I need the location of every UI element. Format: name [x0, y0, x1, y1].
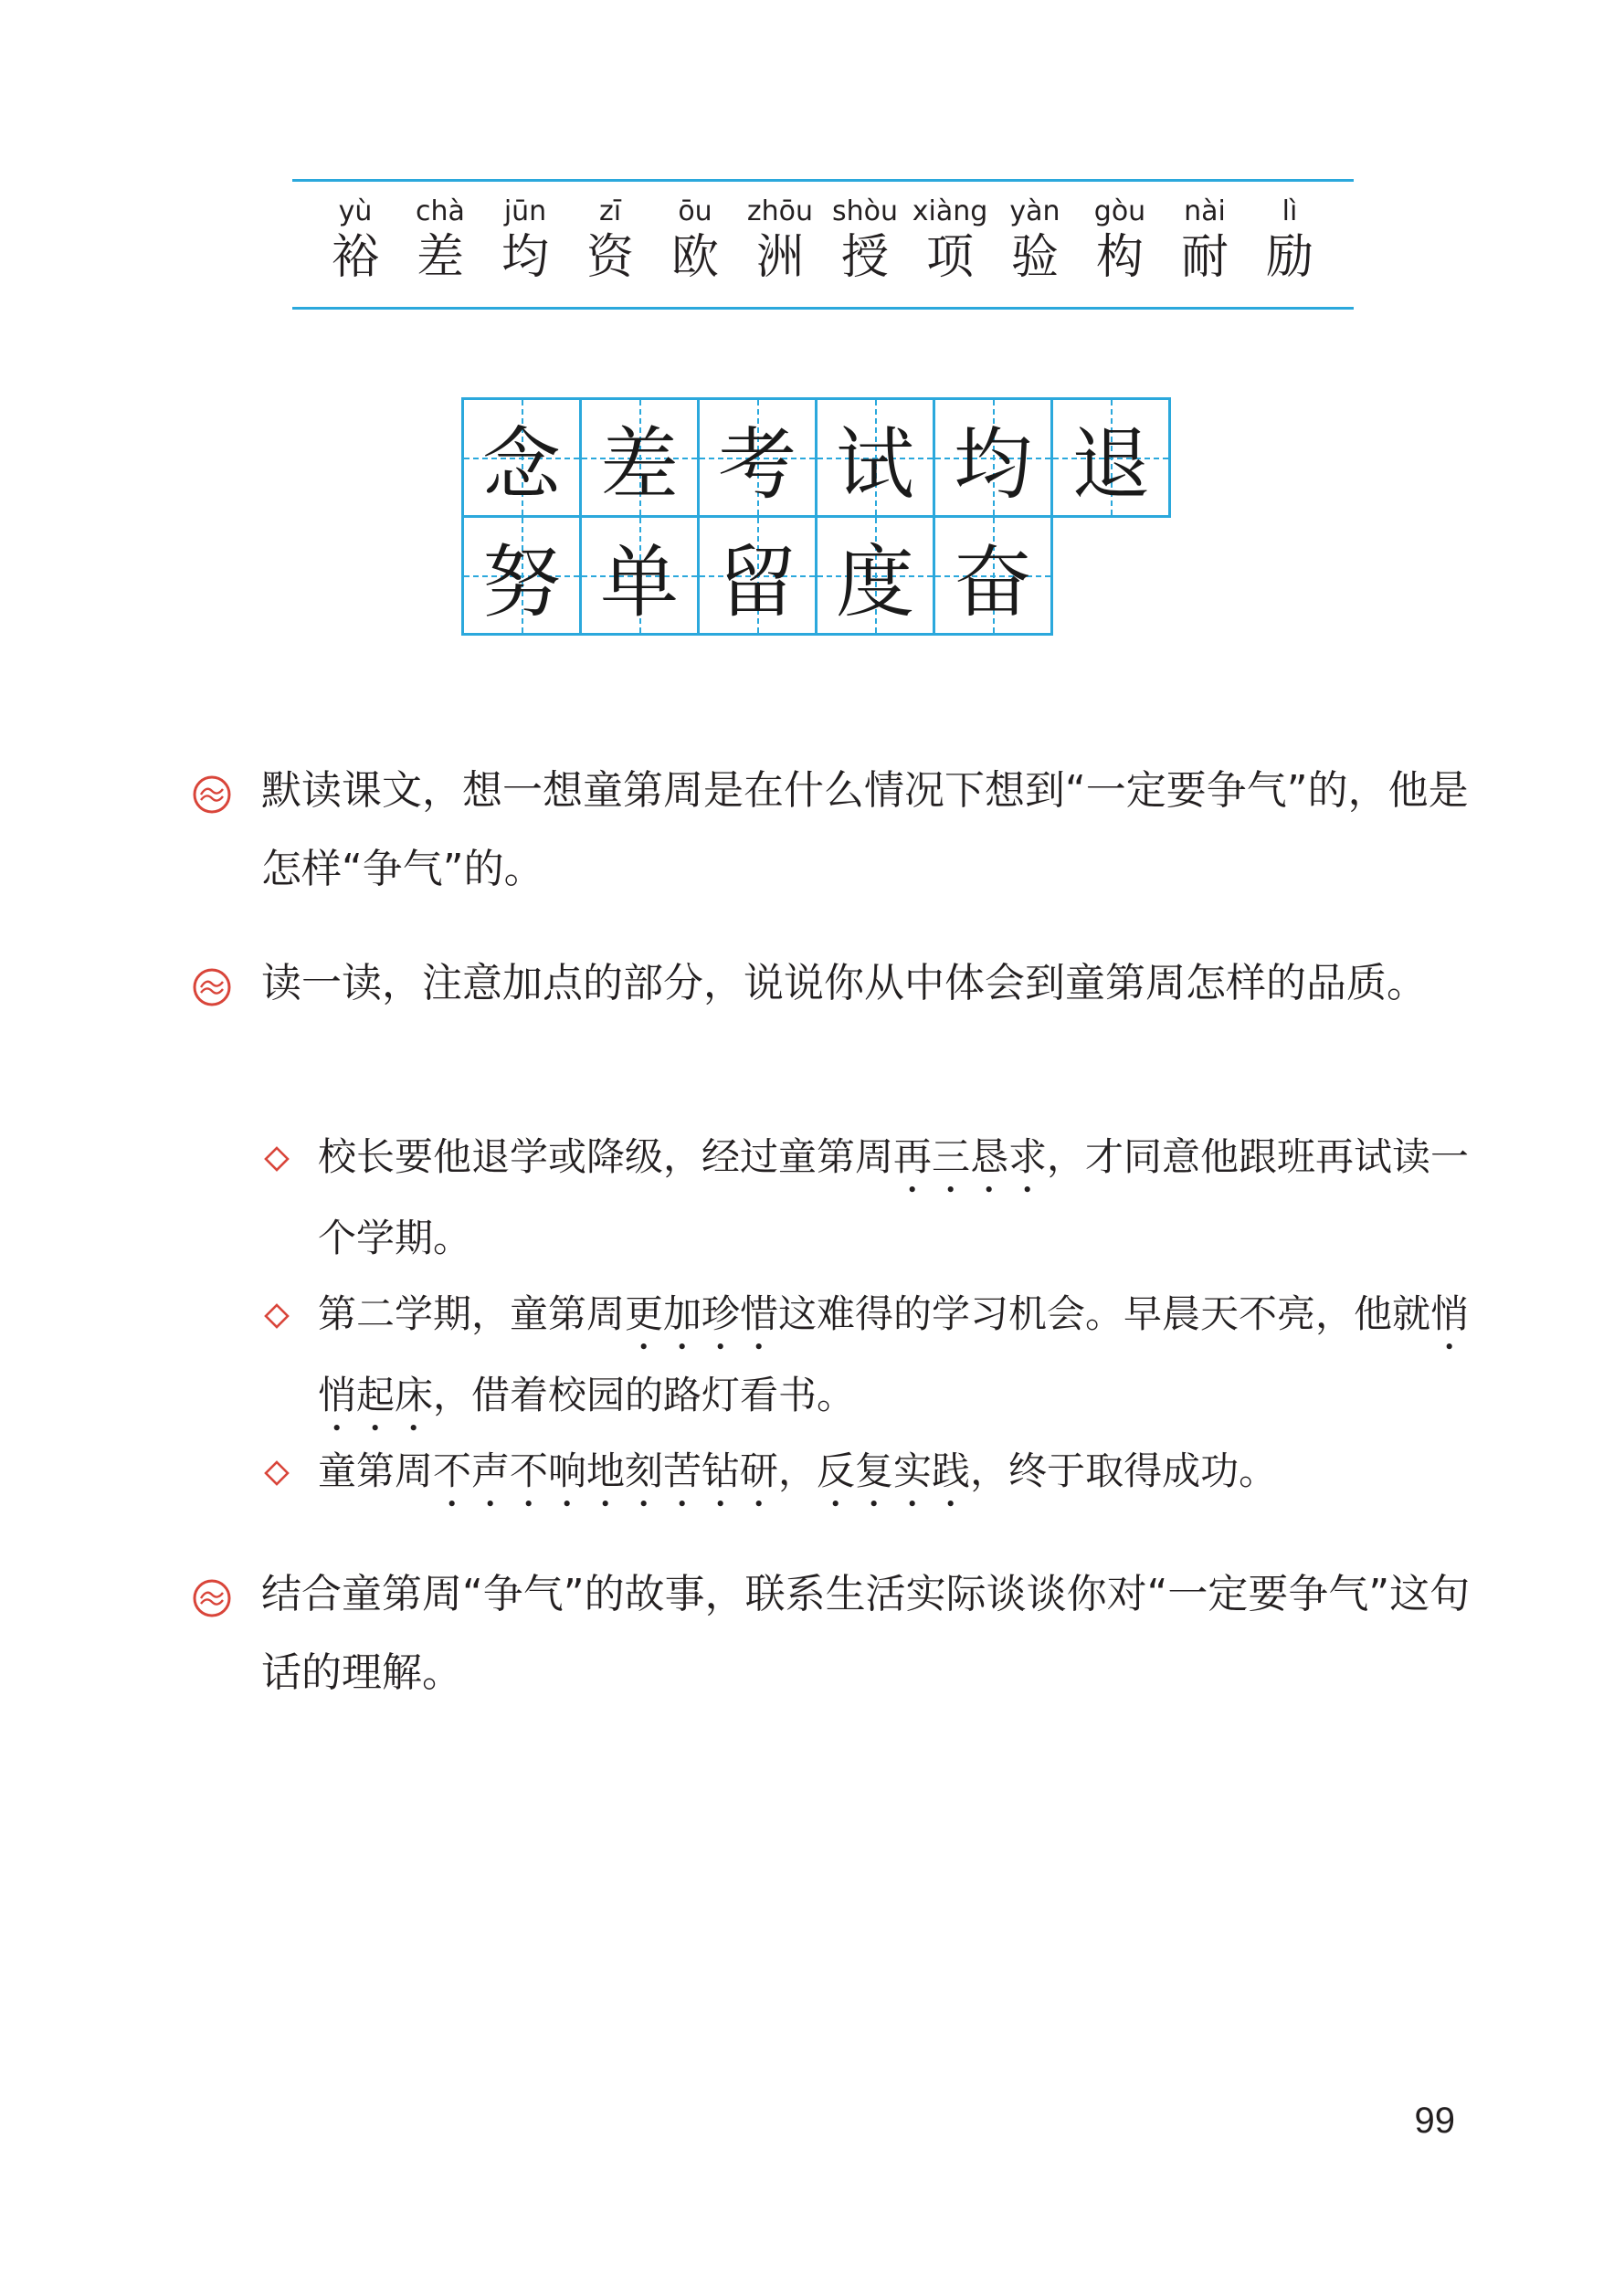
hanzi-character: 项 [925, 230, 974, 285]
diamond-bullet-icon [263, 1302, 290, 1330]
bullet-3-text [263, 1434, 1478, 1515]
writing-cell [461, 515, 582, 636]
pinyin-label: shòu [831, 195, 898, 227]
bullet-item-1 [263, 1120, 1478, 1276]
writing-cell [579, 397, 700, 518]
writing-cell [815, 397, 935, 518]
writing-character: 努 [482, 537, 561, 628]
hanzi-character: 授 [840, 230, 889, 285]
hanzi-character: 洲 [755, 230, 804, 285]
hanzi-character: 资 [585, 230, 634, 285]
writing-character: 奋 [954, 537, 1032, 628]
pinyin-label: zhōu [746, 195, 814, 227]
writing-cell [933, 397, 1053, 518]
pinyin-label: zī [598, 195, 622, 227]
pinyin-label: jūn [503, 195, 547, 227]
bullet-2-text [263, 1277, 1478, 1439]
hanzi-character: 耐 [1180, 230, 1229, 285]
emphasized-phrase: 不声不响地刻苦钻研 [433, 1448, 779, 1493]
bullet-text-segment: ，借着校园的路灯看书。 [433, 1373, 856, 1417]
bullet-text-segment: ， [778, 1448, 818, 1493]
writing-cell [933, 515, 1053, 636]
band-top-rule [292, 179, 1354, 182]
page-number: 99 [1414, 2101, 1455, 2141]
bullet-text-segment: 第二学期，童第周 [318, 1291, 626, 1336]
writing-character: 度 [836, 537, 914, 628]
question-1 [192, 752, 1471, 909]
writing-cell [461, 397, 582, 518]
bullet-text-segment: ，终于取得成功。 [970, 1448, 1278, 1493]
question-3-text: 结合童第周“争气”的故事，联系生活实际谈谈你对“一定要争气”这句话的理解。 [261, 1571, 1471, 1696]
bullet-text-segment: 这难得的学习机会。早晨天不亮，他就 [778, 1291, 1431, 1336]
diamond-bullet-icon [263, 1145, 290, 1173]
writing-cell [1050, 397, 1171, 518]
hanzi-character: 励 [1265, 230, 1313, 285]
hanzi-character: 构 [1095, 230, 1144, 285]
pinyin-label: gòu [1093, 195, 1146, 227]
pinyin-label: lì [1282, 195, 1298, 227]
pinyin-label: yù [338, 195, 373, 227]
writing-character: 单 [600, 537, 679, 628]
swirl-bullet-icon [192, 774, 232, 815]
question-3 [192, 1555, 1471, 1712]
pinyin-label: xiàng [912, 195, 988, 227]
bullet-text-segment: 校长要他退学或降级，经过童第周 [318, 1134, 894, 1179]
writing-character: 念 [482, 419, 561, 511]
emphasized-phrase: 更加珍惜 [625, 1291, 779, 1336]
writing-character: 差 [600, 419, 679, 511]
writing-cell [579, 515, 700, 636]
reading-characters-band [292, 179, 1354, 310]
pinyin-label: yàn [1009, 195, 1060, 227]
bullet-1-text [263, 1120, 1478, 1276]
diamond-bullet-icon [263, 1459, 290, 1487]
writing-character: 留 [718, 537, 796, 628]
hanzi-character: 验 [1010, 230, 1059, 285]
bullet-text-segment: 童第周 [318, 1448, 434, 1493]
hanzi-character: 均 [501, 230, 549, 285]
writing-character: 考 [718, 419, 796, 511]
question-2-text: 读一读，注意加点的部分，说说你从中体会到童第周怎样的品质。 [261, 960, 1427, 1006]
pinyin-label: nài [1184, 195, 1226, 227]
swirl-bullet-icon [192, 967, 232, 1007]
pinyin-label: chà [416, 195, 465, 227]
writing-grid [461, 397, 1185, 640]
question-2 [192, 944, 1471, 1023]
emphasized-phrase: 再三恳求 [893, 1134, 1048, 1179]
hanzi-character: 欧 [670, 230, 719, 285]
hanzi-character: 差 [416, 230, 464, 285]
emphasized-phrase: 悄悄起床 [318, 1291, 1470, 1417]
bullet-item-3 [263, 1434, 1478, 1515]
writing-character: 均 [954, 419, 1032, 511]
writing-character: 退 [1071, 419, 1150, 511]
writing-cell [697, 515, 818, 636]
writing-character: 试 [836, 419, 914, 511]
emphasized-phrase: 反复实践 [817, 1448, 971, 1493]
bullet-item-2 [263, 1277, 1478, 1439]
question-1-text: 默读课文，想一想童第周是在什么情况下想到“一定要争气”的，他是怎样“争气”的。 [261, 767, 1469, 892]
bullet-text-segment: ，才同意他跟班再试读一个学期。 [318, 1134, 1470, 1260]
pinyin-label: ōu [678, 195, 712, 227]
band-bottom-rule [292, 307, 1354, 310]
writing-cell [815, 515, 935, 636]
writing-cell [697, 397, 818, 518]
swirl-bullet-icon [192, 1578, 232, 1618]
hanzi-character: 裕 [331, 230, 379, 285]
reading-char [1240, 195, 1340, 287]
